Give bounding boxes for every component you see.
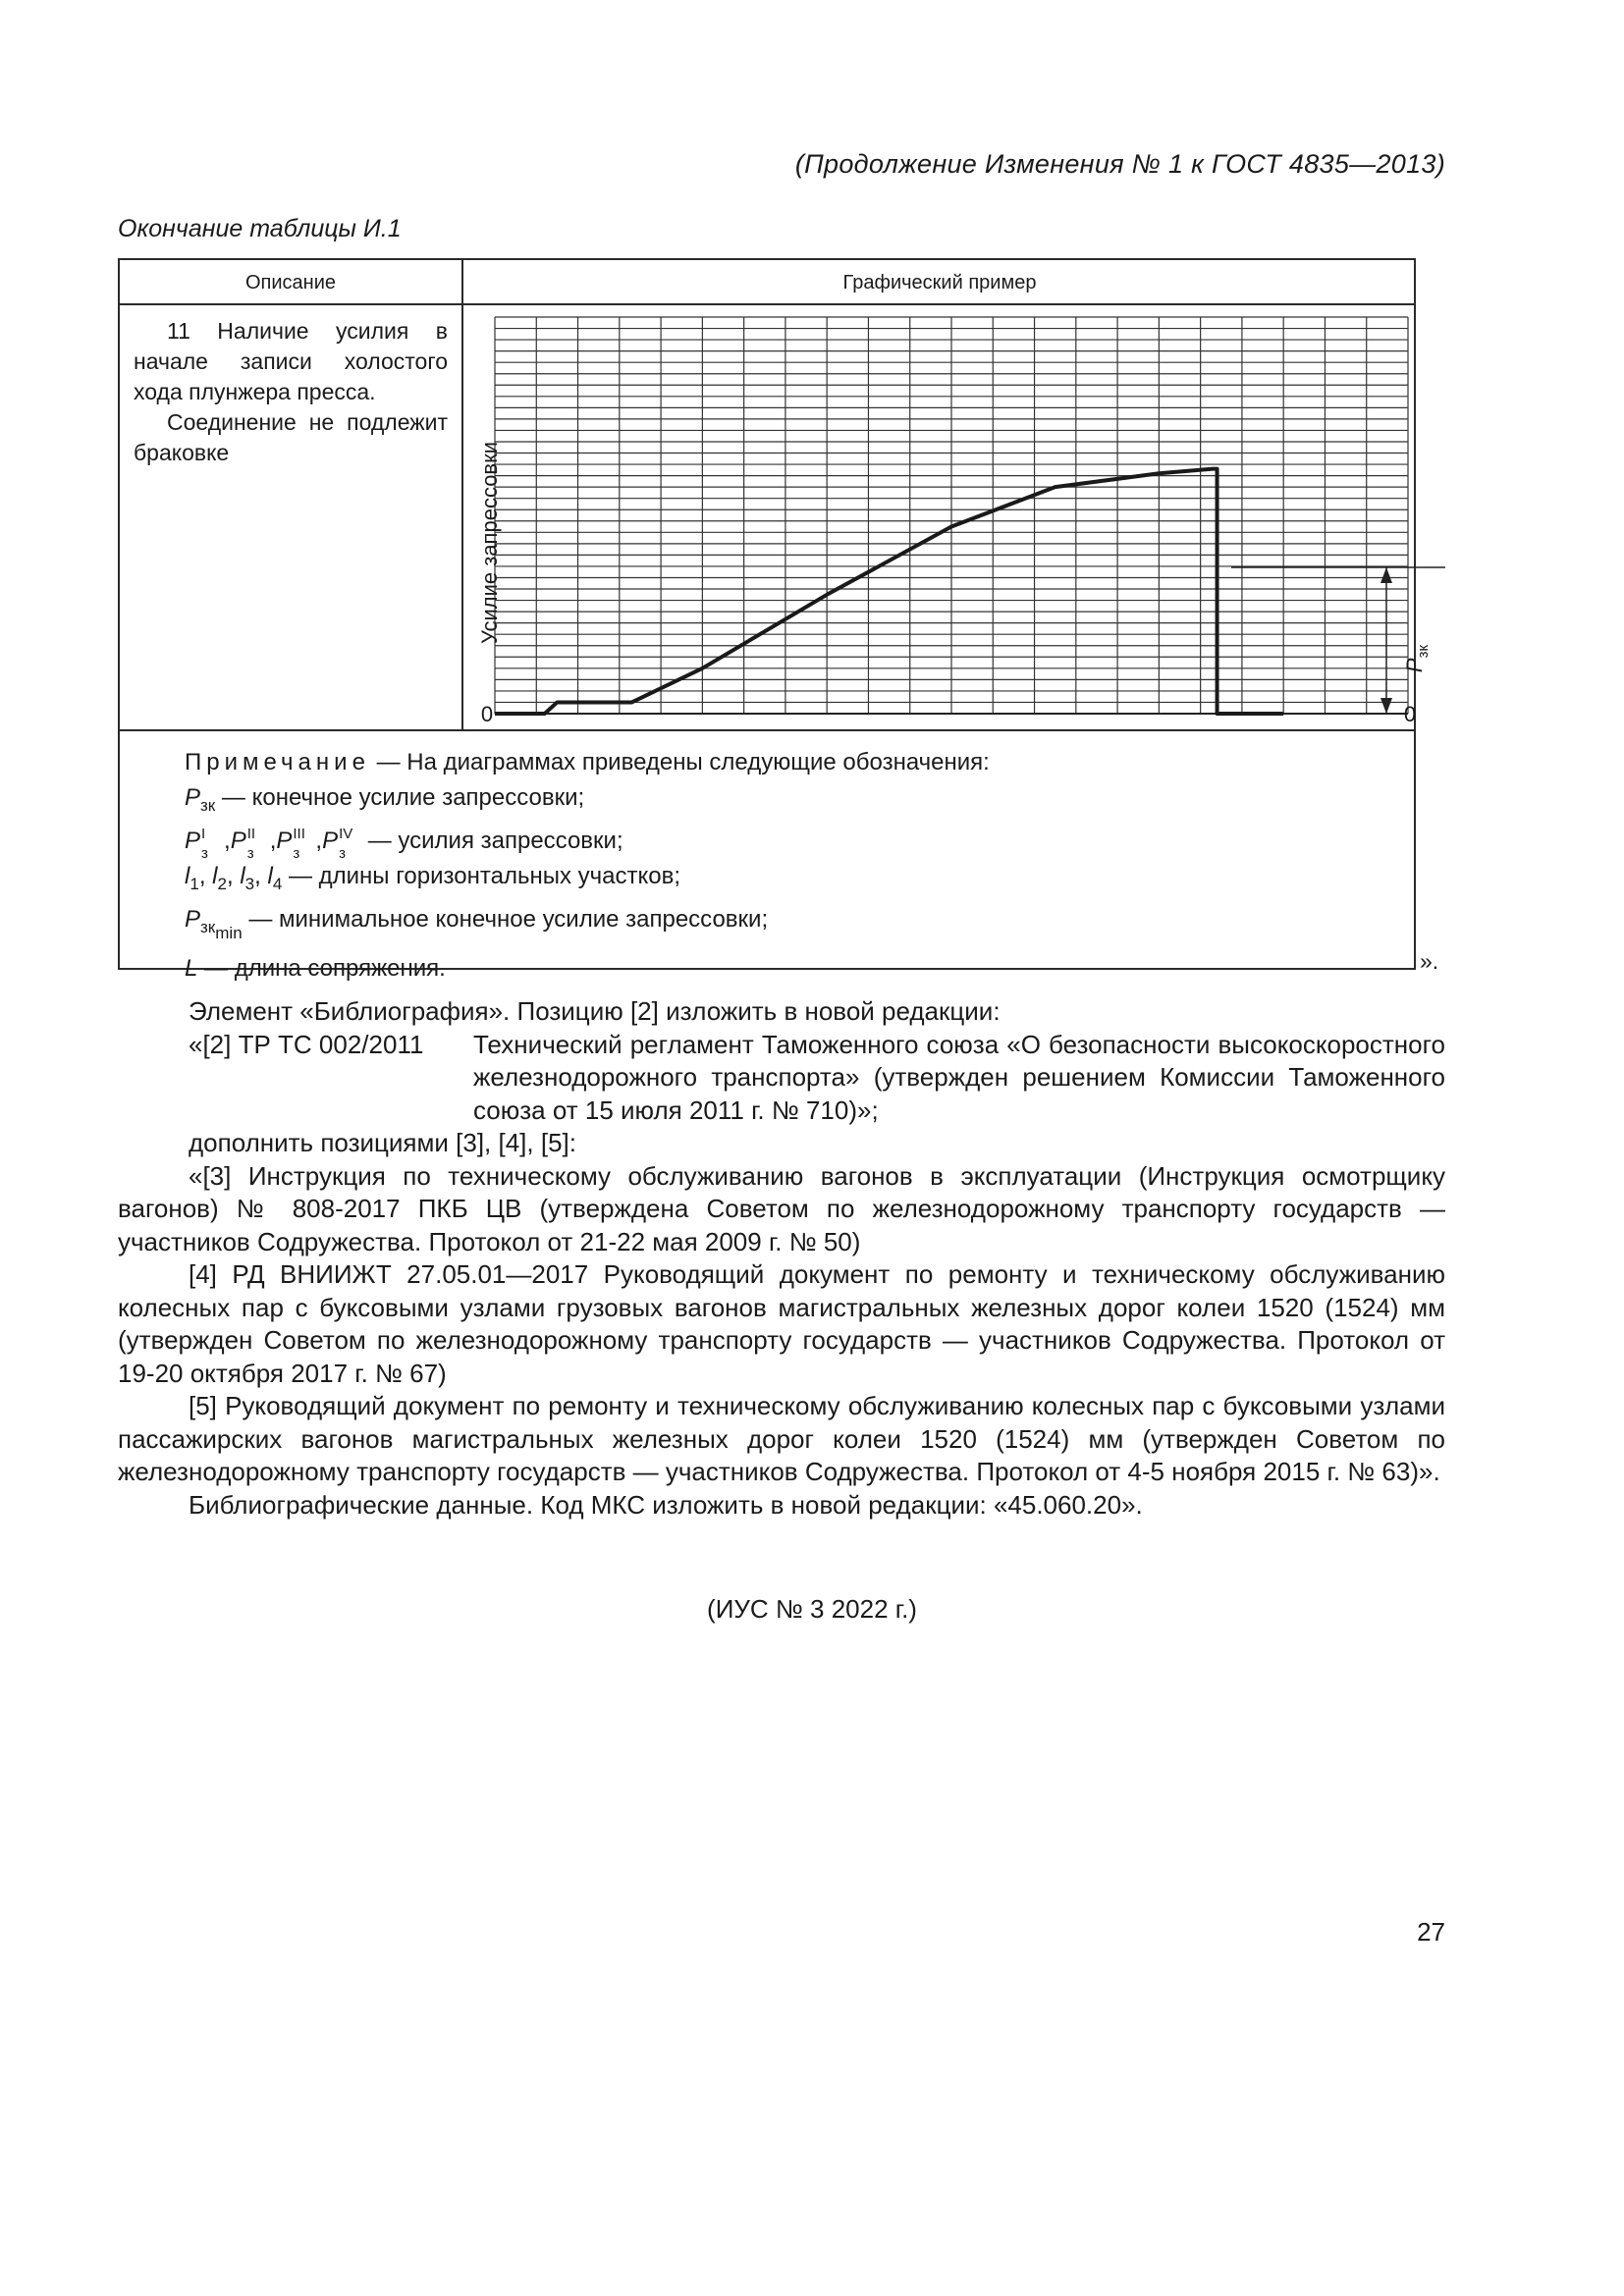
note-l-sub2: 2 — [217, 875, 227, 893]
note-pz-text: — усилия запрессовки; — [367, 828, 623, 854]
row11-description-p1: 11 Наличие усилия в начале записи холостого хода плунжера пресса. — [134, 318, 448, 404]
table-close-quote: ». — [1420, 948, 1439, 974]
note-L-sym: L — [185, 955, 198, 982]
note-l-sym: l — [185, 863, 190, 889]
bib-entry-5: [5] Руководящий документ по ремонту и техническому обслуживанию колесных пар с буксовыми узлами пассажирских вагонов магистральных железных дорог колеи 1520 (1524) мм (утвержден Советом по железнодорожному транспорту государств — участников Содружества. Протокол от 4-5 ноября 2015 г. № 63)». — [118, 1391, 1445, 1486]
note-pz-sym: P — [185, 828, 201, 854]
note-pz-sup1: I — [201, 826, 206, 842]
bib-entry-3: «[3] Инструкция по техническому обслуживанию вагонов в эксплуатации (Инструкция осмотрщику вагонов) № 808-2017 ПКБ ЦВ (утверждена Советом по железнодорожному транспорту государств — участников Содружества. Протокол от 21-22 мая 2009 г. № 50) — [118, 1160, 1445, 1256]
bib-entry-2 — [118, 1029, 1445, 1128]
note-pmin-sub2: min — [215, 924, 243, 942]
chart-dimension-arrow-bottom — [1380, 698, 1392, 714]
bib-entry-2-text: Технический регламент Таможенного союза «О безопасности высокоскоростного железнодорожного транспорта» (утвержден решением Комиссии Таможенного союза от 15 июля 2011 г. № 710)»; — [473, 1029, 1445, 1125]
note-l-sub4: 4 — [272, 875, 283, 893]
row11-description — [134, 316, 448, 468]
table-caption: Окончание таблицы И.1 — [118, 215, 402, 242]
chart-dim-label: P — [1402, 658, 1427, 673]
note-pmin-sym: P — [185, 906, 201, 933]
table-header-description: Описание — [244, 272, 337, 294]
paragraph-bibliography: Элемент «Библиография». Позицию [2] изложить в новой редакции: — [189, 996, 1001, 1026]
chart-grid-vertical — [495, 317, 1408, 714]
note-pzk-sym: P — [185, 784, 201, 811]
table — [118, 258, 1432, 982]
bib-entry-2-label: «[2] ТР ТС 002/2011 — [189, 1029, 424, 1059]
note-l-text: — длины горизонтальных участков; — [288, 863, 680, 889]
note-pzk-sub: зк — [200, 796, 216, 815]
note-pz-sup2: II — [246, 826, 256, 842]
paragraph-add-positions: дополнить позициями [3], [4], [5]: — [189, 1128, 576, 1157]
table-header-example: Графический пример — [842, 272, 1037, 294]
note-row-pmin — [185, 902, 1394, 951]
chart-ylabel: Усилие запрессовки — [477, 441, 502, 645]
note-row-pzk — [185, 780, 1394, 824]
chart-zero-left: 0 — [480, 702, 494, 726]
chart-dimension-arrow-top — [1380, 567, 1392, 583]
note-row-lead — [185, 745, 1394, 780]
paragraph-mks: Библиографические данные. Код МКС изложить в новой редакции: «45.060.20». — [189, 1489, 1143, 1520]
note-L-text: — длина сопряжения. — [204, 955, 446, 982]
chart-zero-right: 0 — [1403, 702, 1417, 726]
page-number: 27 — [1417, 1917, 1445, 1947]
row11-description-p2: Соединение не подлежит браковке — [134, 409, 448, 465]
note-l-sub1: 1 — [189, 875, 199, 893]
note-pz-sub1: з — [201, 845, 208, 862]
chart-dim-sub: зк — [1415, 644, 1432, 659]
note-pmin-text: — минимальное конечное усилие запрессовки; — [248, 906, 769, 933]
header-continuation: (Продолжение Изменения № 1 к ГОСТ 4835—2013) — [794, 149, 1445, 179]
note-pzk-text: — конечное усилие запрессовки; — [221, 784, 585, 811]
chart-series-line — [495, 469, 1283, 714]
ius-reference: (ИУС № 3 2022 г.) — [707, 1594, 917, 1624]
note-pmin-sub: зк — [200, 918, 216, 936]
bib-entry-4: [4] РД ВНИИЖТ 27.05.01—2017 Руководящий документ по ремонту и техническому обслуживанию колесных пар с буксовыми узлами грузовых вагонов магистральных железных дорог колеи 1520 (1524) мм (утвержден Советом по железнодорожному транспорту государств — участников Содружества. Протокол от 19-20 октября 2017 г. № 67) — [118, 1259, 1445, 1388]
note-pz-sup3: III — [293, 826, 305, 842]
note-lead: — На диаграммах приведены следующие обозначения: — [376, 749, 990, 775]
note-row-pz: P I з ,P II з ,P III з ,P IV з — усилия запрессовки; — [185, 824, 1394, 859]
note-pz-sup4: IV — [339, 826, 353, 842]
note-row-l: $l_1$, $l_2$, $l_3$, $l_4$ — длины горизонтальных участков; — [185, 863, 680, 893]
note-head: Примечание — [185, 749, 370, 775]
body-text — [118, 995, 1445, 1522]
chart — [465, 307, 1432, 739]
svg-text:Pзк — [1402, 645, 1432, 673]
note — [185, 745, 1394, 987]
note-l-sub3: 3 — [244, 875, 255, 893]
note-row-L — [185, 951, 1394, 987]
